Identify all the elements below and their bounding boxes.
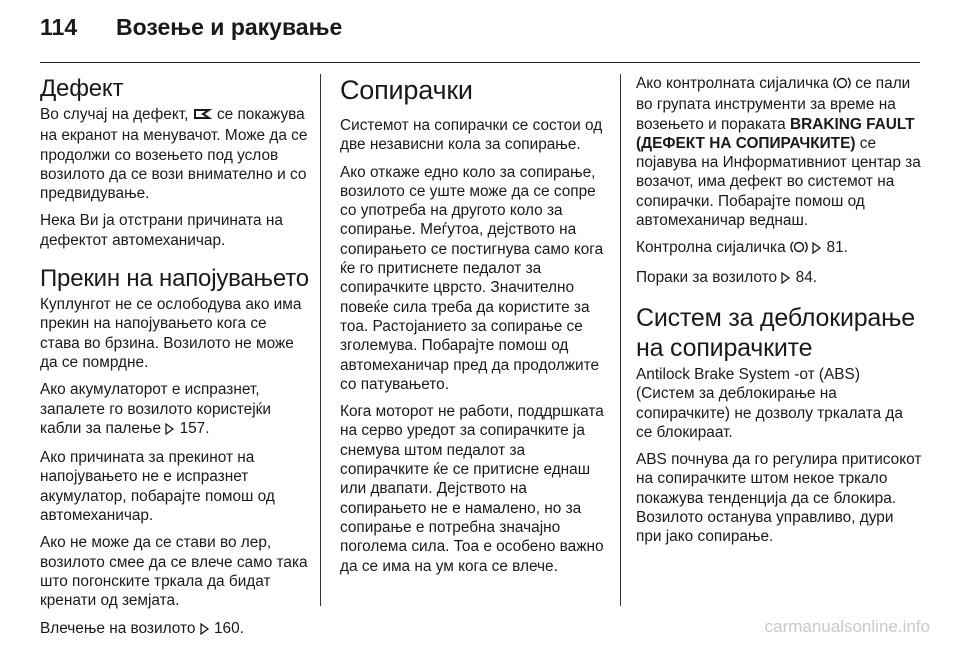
paragraph: Ако не може да се стави во лер, возилото смее да се влече само така што погонските тркала да бидат кренати од земјата. [40, 534, 308, 610]
gear-fault-icon [193, 107, 213, 126]
header-rule [40, 62, 920, 63]
column-divider-1 [320, 74, 321, 606]
text: Контролна сијаличка [636, 239, 786, 257]
paragraph: Нека Ви ја отстрани причината на дефектот автомеханичар. [40, 212, 283, 249]
brake-warning-icon [833, 76, 851, 95]
paragraph [636, 268, 922, 289]
column-1 [40, 74, 310, 648]
chapter-title: Возење и ракување [116, 14, 343, 40]
paragraph [40, 105, 310, 203]
text: Ако контролната сијаличка [636, 75, 829, 92]
text: Влечење на возилото [40, 619, 196, 637]
text: Во случај на дефект, [40, 106, 189, 123]
text: Пораки за возилото [636, 268, 778, 286]
page-reference[interactable]: 84. [795, 268, 818, 286]
paragraph: Системот на сопирачки се состои од две независни кола за сопирање. [340, 117, 603, 154]
page-reference-icon [200, 621, 210, 640]
message-text: BRAKING FAULT (ДЕФЕКТ НА СОПИРАЧКИТЕ) [636, 115, 915, 152]
paragraph: ABS почнува да го регулира притисокот на сопирачките штом некое тркало покажува тенденција да се блокира. Возилото останува управливо, дури при јако сопирање. [636, 451, 922, 546]
page-reference[interactable]: 157. [179, 419, 210, 437]
text: Ако акумулаторот е испразнет, запалете го возилото користејќи кабли за палење [40, 381, 271, 437]
paragraph: Antilock Brake System -от (ABS) (Систем за деблокирање на сопирачките) не дозволу тркалата да се блокираат. [636, 365, 903, 441]
paragraph: Кога моторот не работи, поддршката на серво уредот за сопирачките ја снемува штом педалот за сопирачките ќе се притисне еднаш или двапати. Дејството на сопирањето не е намалено, но за сопирање е потребна значајно поголема сила. Тоа е особено важно да се има на ум кога се влече. [340, 403, 604, 575]
watermark: carmanualsonline.info [764, 617, 930, 636]
text: се пали во групата инструменти за време на возењето и пораката [636, 75, 911, 133]
page-reference-icon [812, 240, 822, 259]
page-header [40, 14, 342, 54]
section-heading-abs: Систем за деблокирање на сопирачките [636, 303, 915, 362]
section-heading-fault: Дефект [40, 75, 124, 102]
section-heading-power-interruption: Прекин на напојувањето [40, 265, 309, 293]
column-divider-2 [620, 74, 621, 606]
page-number: 114 [40, 14, 78, 40]
paragraph [636, 74, 922, 230]
page-reference[interactable]: 160. [213, 619, 244, 637]
page-reference[interactable]: 81. [826, 239, 848, 257]
column-2 [340, 74, 606, 584]
page-reference-icon [781, 270, 791, 289]
text: се покажува на екранот на менувачот. Може да се продолжи со возењето под услов возилото да се вози внимателно и со предвидување. [40, 106, 308, 203]
brake-warning-icon [790, 240, 808, 259]
paragraph: Куплунгот не се ослободува ако има прекин на напојувањето кога се става во брзина. Возилото не може да се помрдне. [40, 296, 302, 371]
page-reference-icon [165, 421, 175, 440]
column-3 [636, 74, 922, 555]
paragraph [636, 238, 922, 259]
text: се појавува на Информативниот центар за возачот, има дефект во системот на сопирачки. Побарајте помош од автомеханичар веднаш. [636, 134, 921, 230]
paragraph [40, 380, 310, 440]
paragraph: Ако откаже едно коло за сопирање, возилото се уште може да се сопре со употреба на другото коло за сопирање. Меѓутоа, дејството на сопирањето се постигнува само кога ќе го притиснете педалот за сопирачките цврсто. Значително повеќе сила треба да користите за тоа. Растојанието за сопирање се зголемува. Побарајте помош од автомеханичар пред да продолжите со патувањето. [340, 163, 604, 393]
paragraph [40, 619, 310, 640]
paragraph: Ако причината за прекинот на напојувањето не е испразнет акумулатор, побарајте помош од автомеханичар. [40, 449, 275, 525]
section-heading-brakes: Сопирачки [340, 75, 473, 105]
